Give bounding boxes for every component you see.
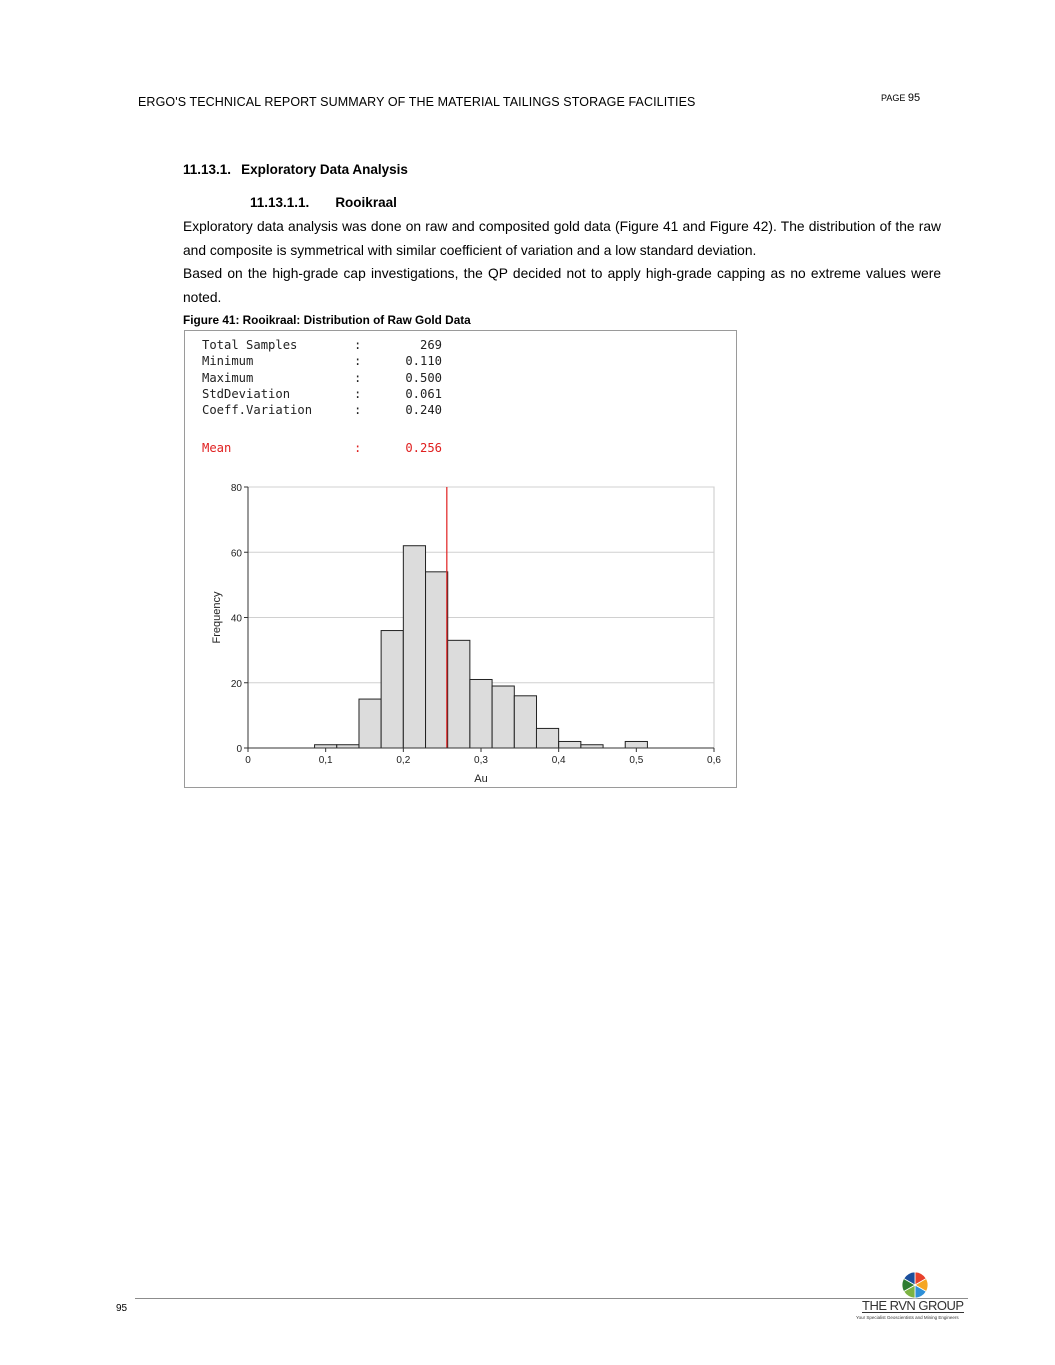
histogram-figure xyxy=(184,330,737,788)
histogram-bar xyxy=(426,572,448,748)
x-tick-label: 0,1 xyxy=(318,755,333,766)
stat-total-samples xyxy=(202,337,442,353)
stat-colon: : xyxy=(354,386,362,401)
report-header-title: ERGO'S TECHNICAL REPORT SUMMARY OF THE MATERIAL TAILINGS STORAGE FACILITIES xyxy=(138,95,696,109)
section-title: Exploratory Data Analysis xyxy=(241,162,408,177)
logo-wheel-icon xyxy=(900,1270,930,1300)
stat-colon: : xyxy=(354,403,362,418)
x-tick-label: 0,3 xyxy=(474,755,488,766)
section-heading xyxy=(183,162,408,177)
figure-caption: Figure 41: Rooikraal: Distribution of Raw Gold Data xyxy=(183,313,471,327)
rvn-group-logo xyxy=(852,1268,977,1323)
stat-value: 269 xyxy=(419,338,442,352)
x-axis-label: Au xyxy=(474,773,488,785)
logo-text: THE RVN GROUP xyxy=(862,1298,964,1313)
histogram-bar xyxy=(559,741,581,748)
histogram-bar xyxy=(625,741,647,748)
stat-label: Maximum xyxy=(202,370,254,385)
histogram-bar xyxy=(536,728,558,748)
page-label xyxy=(881,92,920,104)
x-tick-label: 0,4 xyxy=(551,755,566,766)
page-number: 95 xyxy=(907,92,921,104)
subsection-heading xyxy=(250,195,397,210)
histogram-chart xyxy=(185,471,736,787)
stat-maximum xyxy=(202,370,442,386)
histogram-bar xyxy=(448,640,470,748)
section-number: 11.13.1. xyxy=(183,162,232,177)
y-tick-label: 0 xyxy=(236,744,242,755)
histogram-bar xyxy=(514,696,536,748)
stat-colon: : xyxy=(354,370,362,385)
stat-label: Total Samples xyxy=(202,338,298,352)
stat-value: 0.110 xyxy=(405,354,442,369)
histogram-bar xyxy=(470,679,492,748)
stat-value: 0.500 xyxy=(405,370,442,385)
stat-label: Mean xyxy=(202,441,232,456)
page-prefix: PAGE xyxy=(881,93,906,103)
histogram-bar xyxy=(359,699,381,748)
stat-value: 0.240 xyxy=(405,403,442,418)
histogram-bar xyxy=(403,546,425,748)
stat-label: StdDeviation xyxy=(202,386,291,401)
stat-std-deviation xyxy=(202,386,442,402)
x-tick-label: 0,6 xyxy=(707,755,721,766)
footer-divider xyxy=(135,1298,968,1299)
stat-minimum xyxy=(202,353,442,369)
stat-value: 0.256 xyxy=(405,441,442,456)
histogram-bar xyxy=(492,686,514,748)
x-tick-label: 0,2 xyxy=(396,755,411,766)
logo-tagline: Your Specialist Geoscientists and Mining Engineers xyxy=(856,1315,959,1320)
paragraph-eda: Exploratory data analysis was done on raw and composited gold data (Figure 41 and Figure 42). The distribution of the raw and composite is symmetrical with similar coefficient of variation and a low standard deviation. xyxy=(183,219,941,258)
paragraph-capping: Based on the high-grade cap investigations, the QP decided not to apply high-grade capping as no extreme values were noted. xyxy=(183,266,941,305)
stat-value: 0.061 xyxy=(405,386,442,401)
stats-block xyxy=(202,337,442,457)
stat-colon: : xyxy=(354,441,362,456)
footer-page-number: 95 xyxy=(116,1303,128,1314)
stat-label: Minimum xyxy=(202,354,254,369)
y-tick-label: 80 xyxy=(230,483,242,494)
stat-coeff-variation xyxy=(202,402,442,418)
stat-colon: : xyxy=(354,338,362,352)
stat-colon: : xyxy=(354,354,362,369)
stat-mean xyxy=(202,440,442,456)
x-tick-label: 0,5 xyxy=(629,755,644,766)
histogram-bar xyxy=(381,631,403,748)
y-tick-label: 20 xyxy=(230,678,242,690)
x-tick-label: 0 xyxy=(245,755,251,766)
y-tick-label: 40 xyxy=(230,613,242,625)
subsection-number: 11.13.1.1. xyxy=(250,195,310,210)
y-tick-label: 60 xyxy=(230,548,242,560)
subsection-title: Rooikraal xyxy=(335,195,397,210)
y-axis-label: Frequency xyxy=(211,591,223,644)
stat-label: Coeff.Variation xyxy=(202,403,313,418)
